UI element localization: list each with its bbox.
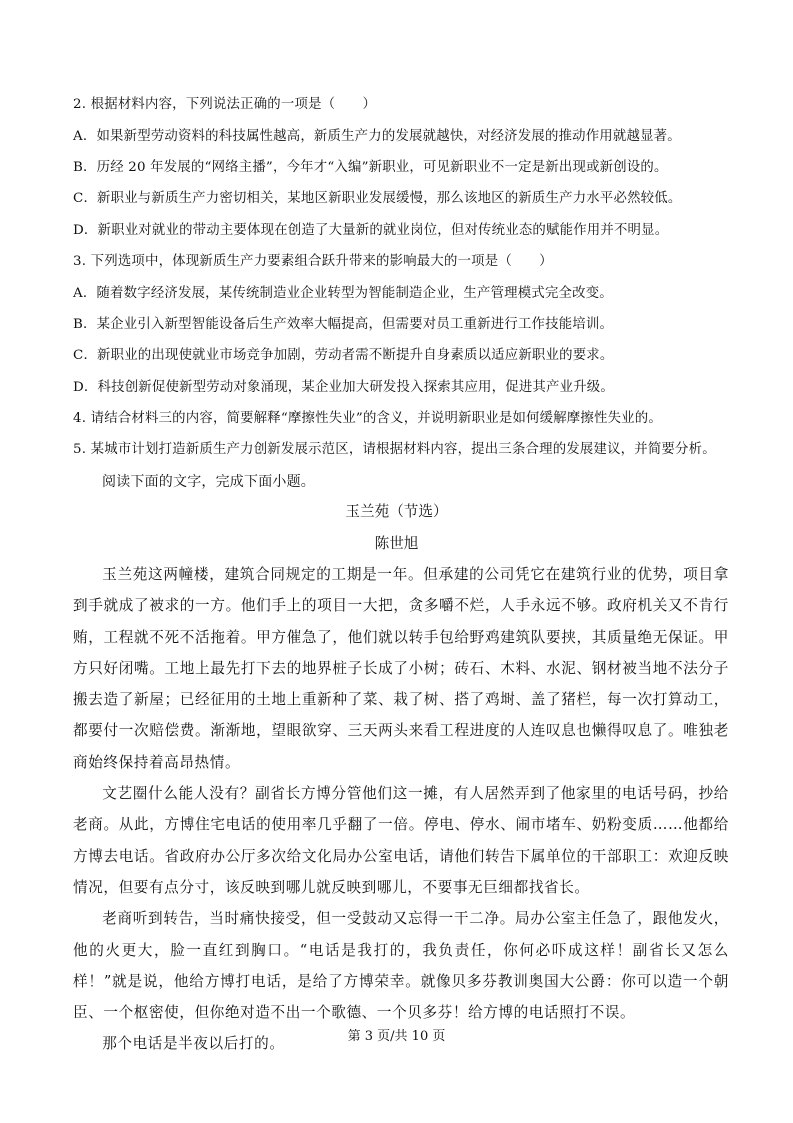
passage-author: 陈世旭 [374,535,419,552]
page-number-footer: 第 3 页/共 10 页 [347,1029,446,1044]
passage-paragraph-4: 那个电话是半夜以后打的。 [102,1035,285,1053]
passage-paragraph-1: 玉兰苑这两幢楼，建筑合同规定的工期是一年。但承建的公司凭它在建筑行业的优势，项目拿到手就成了被求的一方。他们手上的项目一大把，贪多嚼不烂，人手永远不够。政府机关又不肯行贿，工程就不死不活拖着。甲方催急了，他们就以转手包给野鸡建筑队要挟，其质量绝无保证。甲方只好闭嘴。工地上最先打下去的地界桩子长成了小树；砖石、木料、水泥、钢材被当地不法分子搬去造了新屋；已经征用的土地上重新种了菜、栽了树、搭了鸡埘、盖了猪栏，每一次打算动工，都要付一次赔偿费。渐渐地，望眼欲穿、三天两头来看工程进度的人连叹息也懒得叹息了。唯独老商始终保持着高昂热情。 [73,566,729,771]
reading-instruction: 阅读下面的文字，完成下面小题。 [102,474,315,490]
question-2-stem: 2. 根据材料内容，下列说法正确的一项是（ ） [73,97,377,112]
passage-paragraph-2: 文艺圈什么能人没有？副省长方博分管他们这一摊，有人居然弄到了他家里的电话号码，抄给老商。从此，方博住宅电话的使用率几乎翻了一倍。停电、停水、闹市堵车、奶粉变质……他都给方博去电话。省政府办公厅多次给文化局办公室电话，请他们转告下属单位的干部职工：欢迎反映情况，但要有点分寸，该反映到哪儿就反映到哪儿，不要事无巨细都找省长。 [73,785,729,896]
question-2-option-d: D．新职业对就业的带动主要体现在创造了大量新的就业岗位，但对传统业态的赋能作用并不明显。 [73,223,669,238]
passage-paragraph-3: 老商听到转告，当时痛快接受，但一受鼓动又忘得一干二净。局办公室主任急了，跟他发火，他的火更大，脸一直红到胸口。“电话是我打的，我负责任，你何必吓成这样！副省长又怎么样！”就是说，他给方博打电话，是给了方博荣幸。就像贝多芬教训奥国大公爵：你可以造一个朝臣、一个枢密使，但你绝对造不出一个歌德、一个贝多芬！给方博的电话照打不误。 [73,910,729,1022]
question-3-option-a: A．随着数字经济发展，某传统制造业企业转型为智能制造企业，生产管理模式完全改变。 [73,286,613,301]
question-3-option-d: D．科技创新促使新型劳动对象涌现，某企业加大研发投入探索其应用，促进其产业升级。 [73,380,614,395]
question-3-stem: 3. 下列选项中，体现新质生产力要素组合跃升带来的影响最大的一项是（ ） [73,254,553,269]
question-2-option-b: B．历经 20 年发展的“网络主播”，今年才“入编”新职业，可见新职业不一定是新出现或新创设的。 [73,160,668,175]
question-3-option-c: C．新职业的出现使就业市场竞争加剧，劳动者需不断提升自身素质以适应新职业的要求。 [73,348,614,363]
question-2-option-c: C．新职业与新质生产力密切相关，某地区新职业发展缓慢，那么该地区的新质生产力水平必然较低。 [73,191,682,206]
question-2-option-a: A．如果新型劳动资料的科技属性越高，新质生产力的发展就越快，对经济发展的推动作用就越显著。 [73,129,681,144]
passage-body [73,559,729,1060]
question-4: 4. 请结合材料三的内容，简要解释“摩擦性失业”的含义，并说明新职业是如何缓解摩擦性失业的。 [73,411,662,426]
question-3-option-b: B．某企业引入新型智能设备后生产效率大幅提高，但需要对员工重新进行工作技能培训。 [73,317,614,332]
question-5: 5. 某城市计划打造新质生产力创新发展示范区，请根据材料内容，提出三条合理的发展建议，并简要分析。 [73,442,716,457]
passage-title: 玉兰苑（节选） [345,503,448,520]
